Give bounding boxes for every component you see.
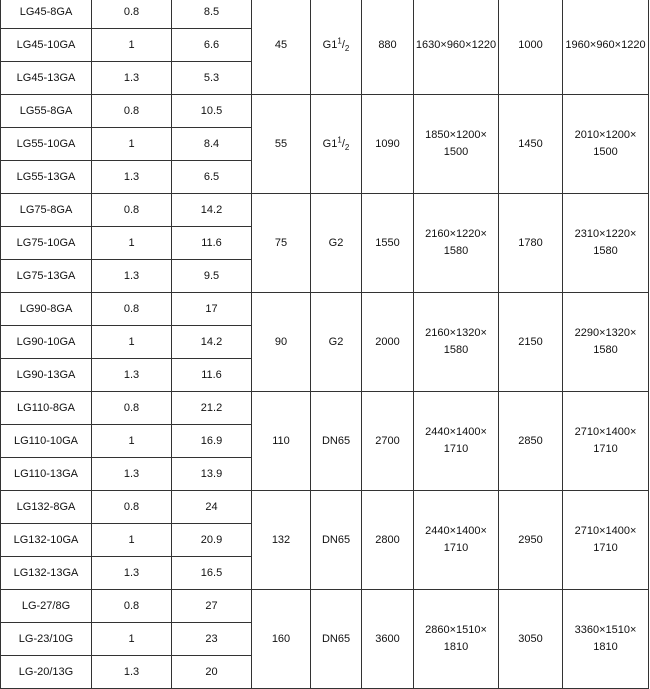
table-row (1, 392, 649, 425)
pressure-cell: 1.3 (92, 260, 172, 293)
flow-cell: 5.3 (172, 62, 252, 95)
model-cell: LG110-10GA (1, 425, 92, 458)
outlet-size: G2 (328, 236, 344, 249)
weight2-cell: 1450 (499, 95, 563, 194)
model-cell: LG132-8GA (1, 491, 92, 524)
pressure-cell: 1 (92, 227, 172, 260)
table-row (1, 95, 649, 128)
pressure-cell: 0.8 (92, 293, 172, 326)
dimensions-cell: 2860×1510× 1810 (414, 590, 499, 689)
weight-cell: 2000 (362, 293, 414, 392)
pressure-cell: 1.3 (92, 62, 172, 95)
table-row (1, 590, 649, 623)
dimensions-cell: 2160×1220× 1580 (414, 194, 499, 293)
model-cell: LG-20/13G (1, 656, 92, 689)
model-cell: LG132-10GA (1, 524, 92, 557)
outlet-size: DN65 (321, 434, 351, 447)
model-cell: LG-23/10G (1, 623, 92, 656)
dimensions-cell: 2440×1400× 1710 (414, 392, 499, 491)
outlet-fraction-denominator: 2 (344, 142, 350, 152)
model-cell: LG55-8GA (1, 95, 92, 128)
flow-cell: 27 (172, 590, 252, 623)
pressure-cell: 1 (92, 425, 172, 458)
flow-cell: 16.9 (172, 425, 252, 458)
outlet-size: G1 (322, 38, 338, 51)
model-cell: LG45-10GA (1, 29, 92, 62)
dimensions2-cell: 2310×1220× 1580 (563, 194, 649, 293)
power-cell: 90 (252, 293, 311, 392)
table-row (1, 491, 649, 524)
flow-cell: 23 (172, 623, 252, 656)
power-cell: 132 (252, 491, 311, 590)
outlet-fraction-numerator: 1 (337, 35, 342, 45)
weight2-cell: 1780 (499, 194, 563, 293)
spec-table-body (1, 0, 649, 689)
power-cell: 75 (252, 194, 311, 293)
flow-cell: 13.9 (172, 458, 252, 491)
pressure-cell: 1 (92, 524, 172, 557)
flow-cell: 10.5 (172, 95, 252, 128)
weight-cell: 1090 (362, 95, 414, 194)
flow-cell: 16.5 (172, 557, 252, 590)
pressure-cell: 1.3 (92, 557, 172, 590)
flow-cell: 14.2 (172, 194, 252, 227)
outlet-size: DN65 (321, 632, 351, 645)
weight-cell: 1550 (362, 194, 414, 293)
dimensions2-cell: 3360×1510× 1810 (563, 590, 649, 689)
weight-cell: 3600 (362, 590, 414, 689)
model-cell: LG75-13GA (1, 260, 92, 293)
flow-cell: 24 (172, 491, 252, 524)
flow-cell: 17 (172, 293, 252, 326)
pressure-cell: 1 (92, 29, 172, 62)
outlet-cell (311, 0, 362, 95)
outlet-size: G1 (322, 137, 338, 150)
model-cell: LG110-8GA (1, 392, 92, 425)
weight2-cell: 2950 (499, 491, 563, 590)
weight-cell: 880 (362, 0, 414, 95)
flow-cell: 21.2 (172, 392, 252, 425)
weight2-cell: 2850 (499, 392, 563, 491)
outlet-cell (311, 590, 362, 689)
dimensions2-cell: 2010×1200× 1500 (563, 95, 649, 194)
outlet-cell (311, 392, 362, 491)
flow-cell: 9.5 (172, 260, 252, 293)
outlet-fraction-numerator: 1 (337, 134, 342, 144)
outlet-fraction-denominator: 2 (344, 43, 350, 53)
outlet-size: DN65 (321, 533, 351, 546)
dimensions-cell: 1630×960×1220 (414, 0, 499, 95)
model-cell: LG132-13GA (1, 557, 92, 590)
dimensions2-cell: 2710×1400× 1710 (563, 491, 649, 590)
pressure-cell: 1.3 (92, 458, 172, 491)
pressure-cell: 0.8 (92, 0, 172, 29)
outlet-cell (311, 491, 362, 590)
weight2-cell: 1000 (499, 0, 563, 95)
power-cell: 55 (252, 95, 311, 194)
pressure-cell: 1.3 (92, 359, 172, 392)
flow-cell: 8.4 (172, 128, 252, 161)
pressure-cell: 0.8 (92, 491, 172, 524)
pressure-cell: 1 (92, 326, 172, 359)
pressure-cell: 0.8 (92, 194, 172, 227)
flow-cell: 14.2 (172, 326, 252, 359)
pressure-cell: 0.8 (92, 590, 172, 623)
dimensions-cell: 1850×1200× 1500 (414, 95, 499, 194)
flow-cell: 20 (172, 656, 252, 689)
model-cell: LG90-13GA (1, 359, 92, 392)
outlet-fraction-slash: / (341, 38, 345, 51)
model-cell: LG45-8GA (1, 0, 92, 29)
flow-cell: 11.6 (172, 359, 252, 392)
weight2-cell: 3050 (499, 590, 563, 689)
pressure-cell: 1 (92, 128, 172, 161)
flow-cell: 6.5 (172, 161, 252, 194)
flow-cell: 6.6 (172, 29, 252, 62)
power-cell: 45 (252, 0, 311, 95)
dimensions-cell: 2160×1320× 1580 (414, 293, 499, 392)
dimensions2-cell: 2710×1400× 1710 (563, 392, 649, 491)
pressure-cell: 0.8 (92, 392, 172, 425)
dimensions2-cell: 1960×960×1220 (563, 0, 649, 95)
model-cell: LG75-8GA (1, 194, 92, 227)
model-cell: LG55-10GA (1, 128, 92, 161)
weight-cell: 2700 (362, 392, 414, 491)
model-cell: LG90-10GA (1, 326, 92, 359)
pressure-cell: 1.3 (92, 161, 172, 194)
model-cell: LG55-13GA (1, 161, 92, 194)
dimensions-cell: 2440×1400× 1710 (414, 491, 499, 590)
weight-cell: 2800 (362, 491, 414, 590)
pressure-cell: 0.8 (92, 95, 172, 128)
weight2-cell: 2150 (499, 293, 563, 392)
outlet-cell (311, 95, 362, 194)
model-cell: LG75-10GA (1, 227, 92, 260)
pressure-cell: 1 (92, 623, 172, 656)
model-cell: LG-27/8G (1, 590, 92, 623)
outlet-cell (311, 194, 362, 293)
table-row (1, 293, 649, 326)
power-cell: 110 (252, 392, 311, 491)
pressure-cell: 1.3 (92, 656, 172, 689)
model-cell: LG90-8GA (1, 293, 92, 326)
dimensions2-cell: 2290×1320× 1580 (563, 293, 649, 392)
model-cell: LG45-13GA (1, 62, 92, 95)
outlet-cell (311, 293, 362, 392)
outlet-size: G2 (328, 335, 344, 348)
power-cell: 160 (252, 590, 311, 689)
outlet-fraction-slash: / (341, 137, 345, 150)
table-row (1, 0, 649, 29)
flow-cell: 11.6 (172, 227, 252, 260)
flow-cell: 8.5 (172, 0, 252, 29)
flow-cell: 20.9 (172, 524, 252, 557)
model-cell: LG110-13GA (1, 458, 92, 491)
table-row (1, 194, 649, 227)
